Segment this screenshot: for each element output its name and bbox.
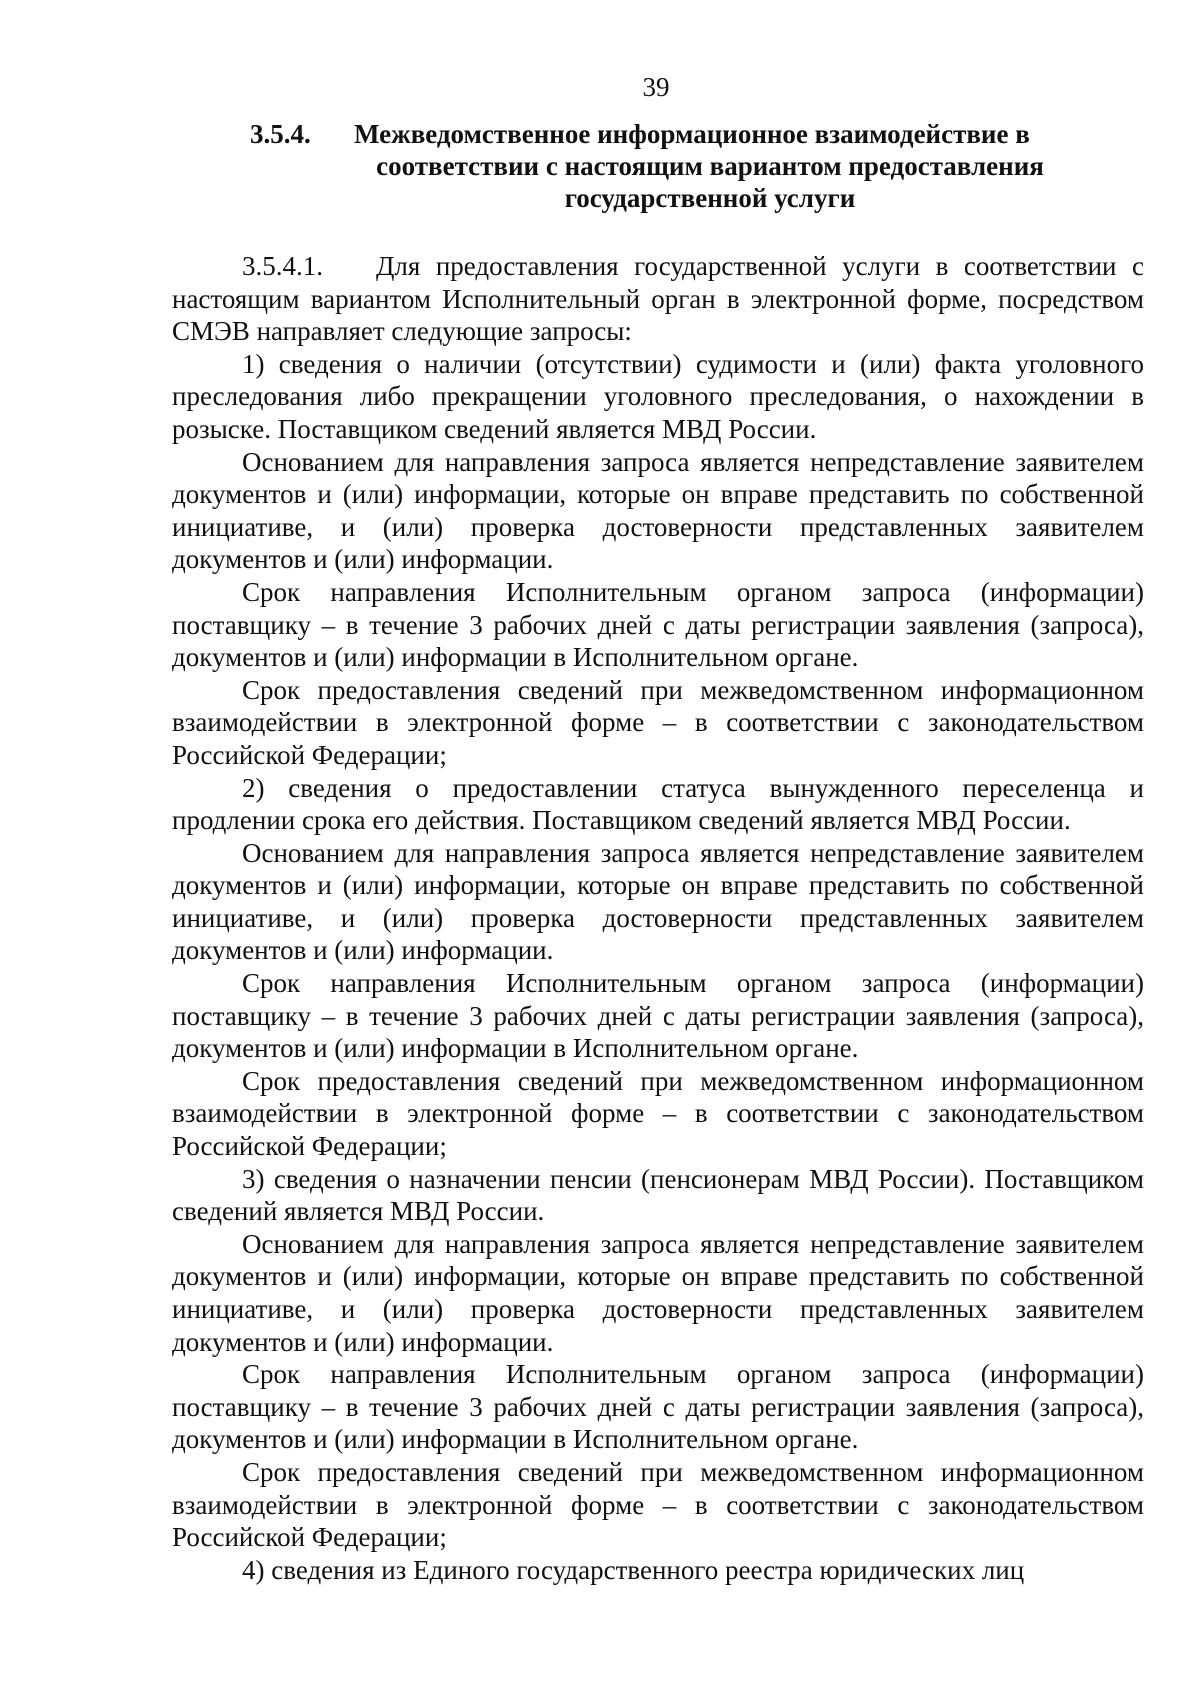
- paragraph: [172, 250, 1144, 348]
- section-heading: [250, 118, 1130, 214]
- clause-number: 3.5.4.1.: [242, 251, 323, 281]
- section-heading-line1: [250, 118, 1130, 150]
- section-number: 3.5.4.: [250, 119, 311, 149]
- section-title-rest: соответствии с настоящим вариантом предоставления государственной услуги: [376, 151, 1044, 213]
- paragraph: 4) сведения из Единого государственного реестра юридических лиц: [242, 1554, 1025, 1585]
- page-number: 39: [642, 72, 670, 102]
- section-title-line1: Межведомственное информационное взаимодействие в: [354, 119, 1030, 149]
- paragraph: 3) сведения о назначении пенсии (пенсионерам МВД России). Поставщиком сведений является МВД России.: [172, 1163, 1144, 1227]
- paragraph-text: Для предоставления государственной услуги в соответствии с настоящим вариантом Исполнительный орган в электронной форме, посредством СМЭВ направляет следующие запросы:: [172, 251, 1144, 347]
- document-body: [172, 250, 1144, 1586]
- paragraph: Основанием для направления запроса является непредставление заявителем документов и (или) информации, которые он вправе представить по собственной инициативе, и (или) проверка достоверности представленных заявителем документов и (или) информации.: [172, 837, 1144, 966]
- paragraph: Срок предоставления сведений при межведомственном информационном взаимодействии в электронной форме – в соответствии с законодательством Российской Федерации;: [172, 1065, 1144, 1162]
- paragraph: Срок направления Исполнительным органом запроса (информации) поставщику – в течение 3 рабочих дней с даты регистрации заявления (запроса), документов и (или) информации в Исполнительном органе.: [172, 576, 1144, 673]
- paragraph: Основанием для направления запроса является непредставление заявителем документов и (или) информации, которые он вправе представить по собственной инициативе, и (или) проверка достоверности представленных заявителем документов и (или) информации.: [172, 446, 1144, 575]
- paragraph: Срок предоставления сведений при межведомственном информационном взаимодействии в электронной форме – в соответствии с законодательством Российской Федерации;: [172, 674, 1144, 770]
- paragraph: Срок направления Исполнительным органом запроса (информации) поставщику – в течение 3 рабочих дней с даты регистрации заявления (запроса), документов и (или) информации в Исполнительном органе.: [172, 1359, 1144, 1455]
- paragraph: 2) сведения о предоставлении статуса вынужденного переселенца и продлении срока его действия. Поставщиком сведений является МВД России.: [172, 772, 1144, 836]
- paragraph: Основанием для направления запроса является непредставление заявителем документов и (или) информации, которые он вправе представить по собственной инициативе, и (или) проверка достоверности представленных заявителем документов и (или) информации.: [172, 1228, 1144, 1357]
- paragraph: 1) сведения о наличии (отсутствии) судимости и (или) факта уголовного преследования либо прекращении уголовного преследования, о нахождении в розыске. Поставщиком сведений является МВД России.: [172, 348, 1144, 444]
- paragraph: Срок направления Исполнительным органом запроса (информации) поставщику – в течение 3 рабочих дней с даты регистрации заявления (запроса), документов и (или) информации в Исполнительном органе.: [172, 968, 1144, 1064]
- paragraph: Срок предоставления сведений при межведомственном информационном взаимодействии в электронной форме – в соответствии с законодательством Российской Федерации;: [172, 1456, 1144, 1553]
